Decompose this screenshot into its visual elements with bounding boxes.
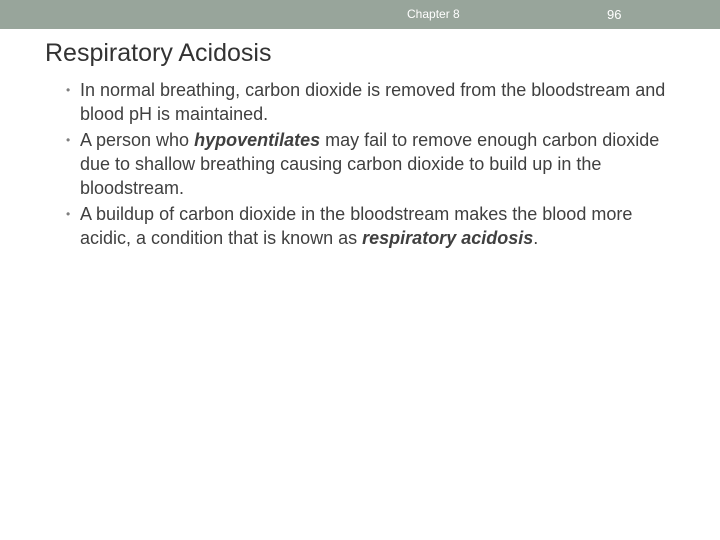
bullet-dot: • [66, 83, 71, 97]
bullet-emphasis: respiratory acidosis [362, 228, 534, 248]
bullet-list [66, 78, 686, 252]
bullet-item-normal-breathing [66, 78, 686, 126]
page-number: 96 [607, 7, 622, 22]
bullet-item-hypoventilates [66, 128, 686, 200]
bullet-text: A buildup of carbon dioxide in the bloodstream makes the blood more acidic, a condition that is known as [80, 204, 633, 248]
chapter-label: Chapter 8 [407, 7, 460, 21]
bullet-text: A person who [80, 130, 195, 150]
bullet-text-after: may fail to remove enough carbon dioxide due to shallow breathing causing carbon dioxide to build up in the bloodstream. [80, 130, 660, 198]
bullet-text: In normal breathing, carbon dioxide is removed from the bloodstream and blood pH is maintained. [80, 80, 666, 124]
bullet-text-after: . [533, 228, 539, 248]
bullet-dot: • [66, 207, 71, 221]
bullet-item-respiratory-acidosis [66, 202, 686, 250]
header-bar [0, 0, 720, 29]
slide-title: Respiratory Acidosis [45, 39, 272, 67]
bullet-dot: • [66, 133, 71, 147]
bullet-emphasis: hypoventilates [194, 130, 321, 150]
